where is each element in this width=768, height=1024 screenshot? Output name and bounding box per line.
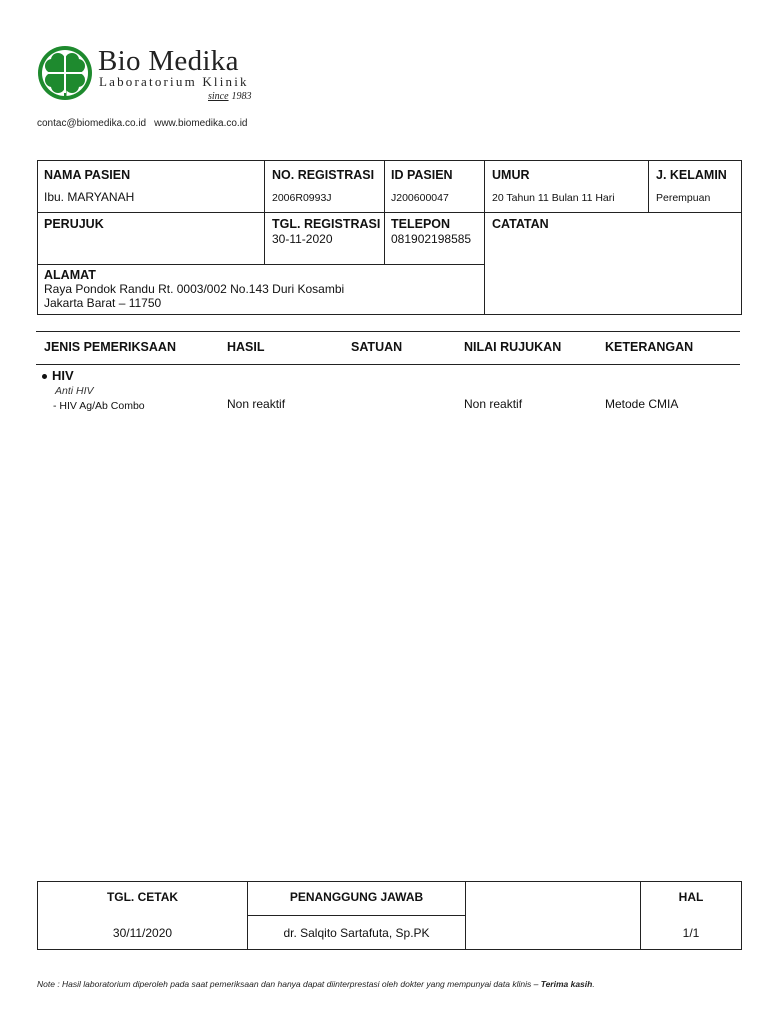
- patient-name-value: Ibu. MARYANAH: [44, 190, 135, 204]
- clover-logo-icon: [36, 44, 94, 102]
- header-exam: JENIS PEMERIKSAAN: [44, 340, 176, 354]
- phone-value: 081902198585: [391, 232, 472, 246]
- brand-name: Bio Medika: [98, 45, 239, 77]
- address-line-1: Raya Pondok Randu Rt. 0003/002 No.143 Duri Kosambi: [44, 282, 345, 296]
- since-year: 1983: [231, 91, 252, 102]
- table-row-result: Non reaktif: [227, 397, 286, 411]
- bio-medika-logo: [36, 44, 276, 106]
- signature-cell: [465, 881, 641, 950]
- footer-note-thanks: Terima kasih: [540, 979, 593, 989]
- brand-subtitle: Laboratorium Klinik: [99, 74, 249, 89]
- header-remarks: KETERANGAN: [605, 340, 694, 354]
- footer-note: [37, 979, 595, 989]
- bullet-icon: [42, 374, 47, 379]
- footer-note-end: .: [592, 979, 595, 989]
- sex-label: J. KELAMIN: [656, 168, 727, 182]
- patient-id-value: J200600047: [391, 192, 449, 204]
- header-reference: NILAI RUJUKAN: [464, 340, 562, 354]
- patient-id-label: ID PASIEN: [391, 168, 453, 182]
- regdate-label: TGL. REGISTRASI: [272, 217, 381, 231]
- responsible-value: dr. Salqito Sartafuta, Sp.PK: [283, 926, 430, 940]
- contact-email: contac@biomedika.co.id: [37, 118, 147, 129]
- print-date-value: 30/11/2020: [112, 926, 173, 940]
- referrer-label: PERUJUK: [44, 217, 104, 231]
- contact-line: [37, 118, 247, 129]
- phone-label: TELEPON: [391, 217, 451, 231]
- sex-value: Perempuan: [656, 192, 711, 204]
- notes-label: CATATAN: [492, 217, 549, 231]
- address-line-2: Jakarta Barat – 11750: [44, 296, 162, 310]
- results-top-rule: [36, 331, 740, 332]
- since-label: since: [208, 91, 229, 102]
- footer-note-text: Note : Hasil laboratorium diperoleh pada saat pemeriksaan dan hanya dapat diinterprestasi oleh dokter yang mempunyai data klinis –: [37, 979, 541, 989]
- test-group: [42, 368, 74, 383]
- address-label: ALAMAT: [44, 268, 96, 282]
- header-result: HASIL: [227, 340, 265, 354]
- header-unit: SATUAN: [351, 340, 403, 354]
- regno-value: 2006R0993J: [272, 192, 332, 204]
- regno-label: NO. REGISTRASI: [272, 168, 375, 182]
- table-row-test: - HIV Ag/Ab Combo: [53, 400, 145, 412]
- print-date-label: TGL. CETAK: [106, 890, 179, 904]
- patient-name-label: NAMA PASIEN: [44, 168, 131, 182]
- age-label: UMUR: [492, 168, 530, 182]
- since-tagline: [208, 91, 252, 102]
- table-row-reference: Non reaktif: [464, 397, 523, 411]
- responsible-label: PENANGGUNG JAWAB: [289, 890, 424, 904]
- contact-website: www.biomedika.co.id: [154, 118, 248, 129]
- page-label: HAL: [678, 890, 704, 904]
- test-group-name: HIV: [52, 368, 74, 383]
- test-category: Anti HIV: [55, 385, 94, 397]
- regdate-value: 30-11-2020: [272, 232, 333, 246]
- page-value: 1/1: [682, 926, 700, 940]
- results-header-rule: [36, 364, 740, 365]
- table-row-remarks: Metode CMIA: [605, 397, 679, 411]
- age-value: 20 Tahun 11 Bulan 11 Hari: [492, 192, 615, 204]
